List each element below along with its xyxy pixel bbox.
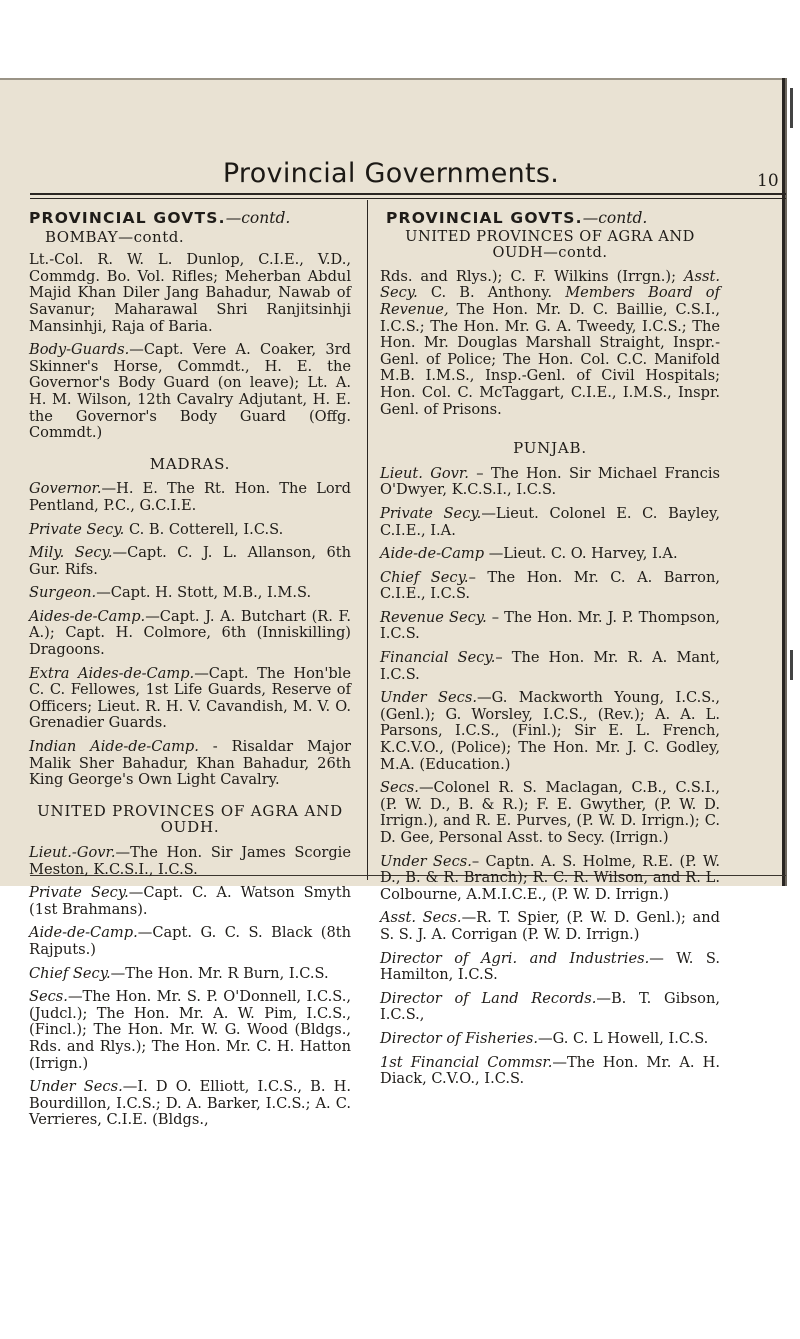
entry: Surgeon.—Capt. H. Stott, M.B., I.M.S. (29, 584, 312, 602)
left-column (29, 210, 351, 1136)
entry: 1st Financial Commsr.—The Hon. Mr. A. H. Diack, C.V.O., I.C.S. (380, 1053, 720, 1088)
province-heading-up: UNITED PROVINCES OF AGRA AND OUDH. (37, 801, 343, 837)
header-rule (30, 193, 786, 195)
entry: Private Secy.—Lieut. Colonel E. C. Bayley, C.I.E., I.A. (380, 504, 720, 539)
entry: Private Secy.—Capt. C. A. Watson Smyth (1st Brahmans). (29, 884, 351, 918)
subsection-heading: UNITED PROVINCES OF AGRA AND (405, 227, 695, 245)
running-head: Provincial Governments. (222, 158, 560, 189)
entry: Asst. Secs.—R. T. Spier, (P. W. D. Genl.); and S. S. J. A. Corrigan (P. W. D. Irrign.) (380, 909, 720, 943)
province-heading-madras: MADRAS. (149, 454, 231, 473)
entry: Financial Secy.– The Hon. Mr. R. A. Mant, I.C.S. (380, 649, 720, 683)
entry: Indian Aide-de-Camp. - Risaldar Major Malik Sher Bahadur, Khan Bahadur, 26th King George's Own Light Cavalry. (29, 738, 351, 789)
page-number: 10 (757, 171, 779, 191)
entry: Under Secs.—G. Mackworth Young, I.C.S., (Genl.); G. Worsley, I.C.S., (Rev.); A. A. L. Parsons, I.C.S., (Finl.); Sir E. L. French, K.C.V.O., (Police); The Hon. Mr. J. C. Godley, M.A. (Education.) (380, 689, 720, 773)
entry: Private Secy. C. B. Cotterell, I.C.S. (29, 520, 284, 538)
column-divider (367, 200, 368, 880)
entry: Extra Aides-de-Camp.—Capt. The Hon'ble C. C. Fellowes, 1st Life Guards, Reserve of Officers; Lieut. R. H. V. Cavandish, M. V. O. Grenadier Guards. (29, 664, 351, 732)
subsection-heading: OUDH—contd. (492, 244, 608, 262)
entry: Director of Land Records.—B. T. Gibson, I.C.S., (380, 989, 720, 1024)
entry: Secs.—Colonel R. S. Maclagan, C.B., C.S.I., (P. W. D., B. & R.); F. E. Gwyther, (P. W. D. Irrign.), and R. E. Purves, (P. W. D. Irrign.); C. D. Gee, Personal Asst. to Secy. (Irrign.) (380, 779, 720, 846)
entry: Lt.-Col. R. W. L. Dunlop, C.I.E., V.D., Commdg. Bo. Vol. Rifles; Meherban Abdul Majid Khan Diler Jang Bahadur, Nawab of Savanur; Maharawal Shri Ranjitsinhji Mansinhji, Raja of Baria. (29, 251, 351, 335)
entry: Governor.—H. E. The Rt. Hon. The Lord Pentland, P.C., G.C.I.E. (29, 480, 351, 514)
entry: Director of Fisheries.—G. C. L Howell, I.C.S. (380, 1029, 709, 1047)
entry: Revenue Secy. – The Hon. Mr. J. P. Thompson, I.C.S. (380, 608, 720, 643)
entry: Aide-de-Camp.—Capt. G. C. S. Black (8th Rajputs.) (29, 924, 351, 958)
entry: Body-Guards.—Capt. Vere A. Coaker, 3rd Skinner's Horse, Commdt., H. E. the Governor's Body Guard (on leave); Lt. A. H. M. Wilson, 12th Cavalry Adjutant, H. E. the Governor's Body Guard (Offg. Commdt.) (29, 341, 351, 442)
entry: Director of Agri. and Industries.— W. S. Hamilton, I.C.S. (380, 949, 720, 984)
entry: Under Secs.– Captn. A. S. Holme, R.E. (P. W. D., B. & R. Branch); R. C. R. Wilson, and R. L. Colbourne, A.M.I.C.E., (P. W. D. Irrign.) (380, 852, 721, 903)
page-edge-mark (790, 88, 793, 128)
entry: Chief Secy.—The Hon. Mr. R Burn, I.C.S. (29, 964, 329, 982)
entry: Aides-de-Camp.—Capt. J. A. Butchart (R. F. A.); Capt. H. Colmore, 6th (Inniskilling) Dragoons. (29, 607, 351, 659)
entry: Mily. Secy.—Capt. C. J. L. Allanson, 6th Gur. Rifs. (29, 544, 351, 578)
entry: Aide-de-Camp —Lieut. C. O. Harvey, I.A. (380, 545, 678, 563)
entry: Lieut. Govr. – The Hon. Sir Michael Francis O'Dwyer, K.C.S.I., I.C.S. (380, 464, 720, 499)
page-top-edge (0, 78, 782, 80)
entry: Chief Secy.– The Hon. Mr. C. A. Barron, C.I.E., I.C.S. (380, 568, 720, 603)
entry: Under Secs.—I. D O. Elliott, I.C.S., B. H. Bourdillon, I.C.S.; D. A. Barker, I.C.S.; A. C. Verrieres, C.I.E. (Bldgs., (29, 1078, 351, 1129)
header-rule-thin (30, 198, 786, 199)
right-column (380, 210, 720, 1095)
entry: Secs.—The Hon. Mr. S. P. O'Donnell, I.C.S., (Judcl.); The Hon. Mr. A. W. Pim, I.C.S., (Fincl.); The Hon. Mr. W. G. Wood (Bldgs., Rds. and Rlys.); The Hon. Mr. C. H. Hatton (Irrign.) (29, 988, 351, 1072)
section-heading: PROVINCIAL GOVTS.—contd. (29, 209, 291, 227)
page-edge-mark (790, 650, 793, 680)
section-heading: PROVINCIAL GOVTS.—contd. (386, 209, 648, 227)
province-heading-punjab: PUNJAB. (513, 439, 587, 458)
subsection-heading: BOMBAY—contd. (45, 227, 185, 246)
entry: Rds. and Rlys.); C. F. Wilkins (Irrgn.); Asst. Secy. C. B. Anthony. Members Board of Revenue, The Hon. Mr. D. C. Baillie, C.S.I., I.C.S.; The Hon. Mr. G. A. Tweedy, I.C.S.; The Hon. Mr. Douglas Marshall Straight, Inspr.-Genl. of Police; The Hon. Col. C.C. Manifold M.B. I.M.S., Insp.-Genl. of Civil Hospitals; Hon. Col. C. McTaggart, C.I.E., I.M.S., Inspr. Genl. of Prisons. (380, 267, 720, 418)
entry: Lieut.-Govr.—The Hon. Sir James Scorgie Meston, K.C.S.I., I.C.S. (29, 844, 351, 878)
